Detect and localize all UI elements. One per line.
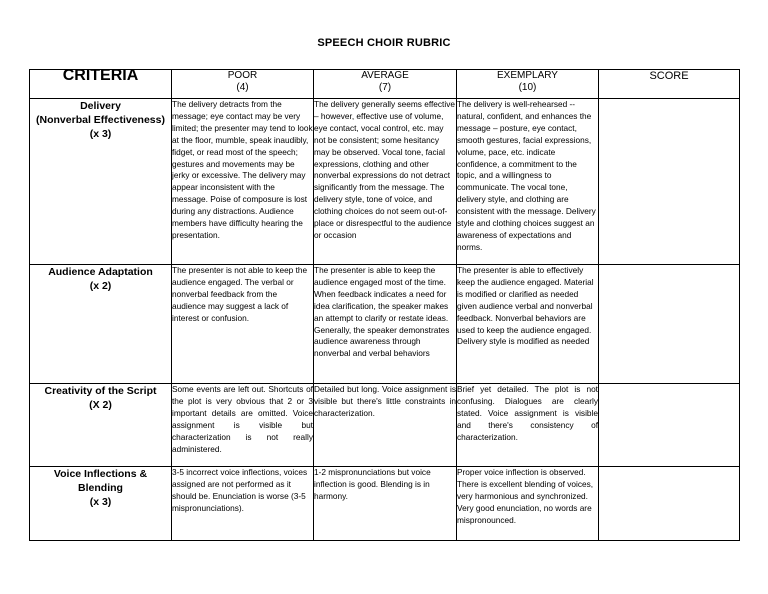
criterion-subname: (Nonverbal Effectiveness) [36, 114, 165, 126]
exemplary-description: Brief yet detailed. The plot is not confusing. Dialogues are clearly stated. Voice assignment is visible and there's consistency of characterization. [457, 384, 599, 467]
average-points: (7) [378, 82, 392, 93]
criterion-subname: Blending [78, 482, 123, 494]
score-header: SCORE [599, 70, 740, 99]
average-description: The presenter is able to keep the audience engaged most of the time. When feedback indicates a need for idea clarification, the speaker makes an attempt to clarify or restate ideas. Generally, the speaker demonstrates audience awareness through nonverbal and verbal behaviors [314, 265, 457, 384]
criterion-name: Creativity of the Script [44, 385, 157, 397]
criterion-weight: (x 3) [89, 496, 112, 508]
criterion-weight: (x 3) [89, 128, 112, 140]
criterion-cell [30, 265, 172, 384]
score-cell[interactable] [599, 265, 740, 384]
average-header [314, 70, 457, 99]
poor-points: (4) [236, 82, 249, 93]
average-description: Detailed but long. Voice assignment is visible but there's little constraints in characterization. [314, 384, 457, 467]
poor-description: 3-5 incorrect voice inflections, voices assigned are not performed as it should be. Enunciation is worse (3-5 mispronunciations). [172, 467, 314, 541]
document-title: SPEECH CHOIR RUBRIC [317, 37, 451, 49]
exemplary-description: The presenter is able to effectively keep the audience engaged. Material is modified or clarified as needed given audience verbal and nonverbal feedback. Nonverbal behaviors are used to keep the audience engaged. Delivery style is modified as needed [457, 265, 599, 384]
exemplary-points: (10) [518, 82, 537, 93]
header-row [30, 70, 740, 99]
table-row [30, 384, 740, 467]
poor-description: The delivery detracts from the message; eye contact may be very limited; the presenter may tend to look at the floor, mumble, speak inaudibly, fidget, or read most of the speech; gestures and movements may be jerky or excessive. The delivery may appear inconsistent with the message. Poise of composure is lost during any distractions. Audience members have difficulty hearing the presentation. [172, 99, 314, 265]
criterion-weight: (x 2) [89, 280, 112, 292]
score-cell[interactable] [599, 99, 740, 265]
exemplary-description: The delivery is well-rehearsed -- natural, confident, and enhances the message – posture, eye contact, smooth gestures, facial expressions, volume, pace, etc. indicate confidence, a commitment to the topic, and a willingness to communicate. The vocal tone, delivery style, and clothing are consistent with the message. Delivery style and clothing choices suggest an awareness of expectations and norms. [457, 99, 599, 265]
criterion-weight: (X 2) [89, 399, 112, 411]
exemplary-header [457, 70, 599, 99]
average-description: The delivery generally seems effective – however, effective use of volume, eye contact, vocal control, etc. may not be consistent; some hesitancy may be observed. Vocal tone, facial expressions, clothing and other nonverbal expressions do not detract significantly from the message. The delivery style, tone of voice, and clothing choices do not seem out-of-place or disrespectful to the audience or occasion [314, 99, 457, 265]
criteria-header: CRITERIA [30, 70, 172, 99]
poor-description: The presenter is not able to keep the audience engaged. The verbal or nonverbal feedback from the audience may suggest a lack of interest or confusion. [172, 265, 314, 384]
score-cell[interactable] [599, 384, 740, 467]
average-label: AVERAGE [361, 70, 409, 81]
poor-header [172, 70, 314, 99]
criterion-name: Audience Adaptation [48, 266, 153, 278]
table-row [30, 265, 740, 384]
poor-label: POOR [227, 70, 258, 81]
exemplary-label: EXEMPLARY [497, 70, 558, 81]
criterion-cell [30, 99, 172, 265]
score-cell[interactable] [599, 467, 740, 541]
rubric-table [29, 69, 740, 541]
table-row [30, 467, 740, 541]
criterion-name: Voice Inflections & [53, 468, 148, 480]
criterion-cell [30, 384, 172, 467]
poor-description: Some events are left out. Shortcuts of the plot is very obvious that 2 or 3 important details are omitted. Voice assignment is visible but characterization is not really administered. [172, 384, 314, 467]
table-row [30, 99, 740, 265]
average-description: 1-2 mispronunciations but voice inflection is good. Blending is in harmony. [314, 467, 457, 541]
exemplary-description: Proper voice inflection is observed. There is excellent blending of voices, very harmonious and synchronized. Very good enunciation, no words are mispronounced. [457, 467, 599, 541]
criterion-cell [30, 467, 172, 541]
criterion-name: Delivery [80, 100, 121, 112]
